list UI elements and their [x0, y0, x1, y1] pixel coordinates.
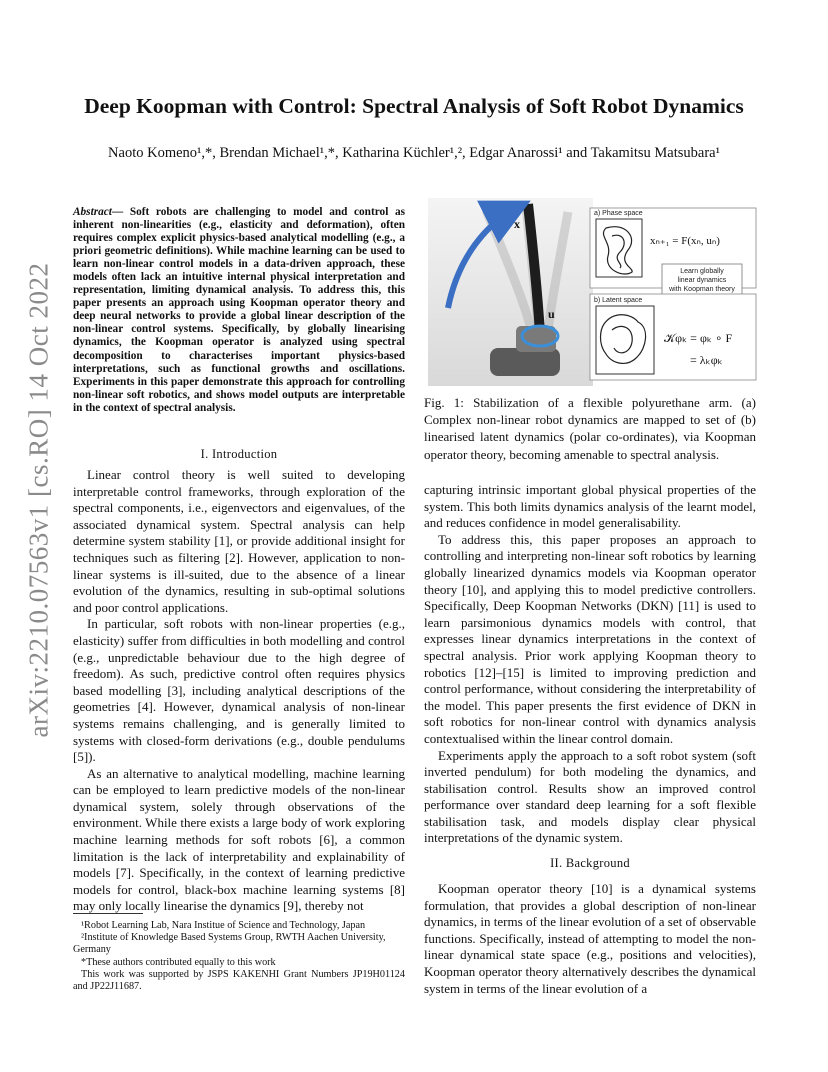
right-paragraph-3: Experiments apply the approach to a soft robot system (soft inverted pendulum) for both modeling the dynamics, and stabilisation control. Results show an improved control performance over standard deep learning for a soft flexible stabilisation task, and models display clear physical interpretations of the dynamic system. [424, 747, 756, 846]
footnote-affiliation-1: ¹Robot Learning Lab, Nara Institue of Science and Technology, Japan [81, 920, 366, 931]
background-paragraph-1: Koopman operator theory [10] is a dynamical systems formulation, that provides a global description of non-linear dynamics, in terms of the linear evolution of a set of observable functions. Specifically, instead of attempting to model the non-linear dynamical state space (e.g., positions and velocities), Koopman operator theory alternatively describes the dynamical system in terms of the linear evolution of a [424, 881, 756, 996]
right-paragraph-1: capturing intrinsic important global physical properties of the system. This both limits dynamics analysis of the learnt model, and reduces confidence in model generalisability. [424, 482, 756, 531]
latent-equation-2: = λₖφₖ [690, 353, 723, 367]
author-list: Naoto Komeno¹,*, Brendan Michael¹,*, Katharina Küchler¹,², Edgar Anarossi¹ and Takamitsu Matsubara¹ [108, 145, 720, 161]
footnotes [73, 920, 405, 993]
right-column-body [424, 482, 756, 847]
arxiv-stamp [14, 262, 64, 738]
latent-equation-1: 𝒦φₖ = φₖ ∘ F [664, 331, 733, 345]
footnote-funding: This work was supported by JSPS KAKENHI Grant Numbers JP19H01124 and JP22J11687. [73, 968, 405, 993]
abstract [73, 206, 405, 415]
arxiv-id: arXiv:2210.07563v1 [cs.RO] 14 Oct 2022 [23, 262, 54, 738]
learn-box-line-2: linear dynamics [677, 277, 727, 284]
label-latent-space: b) Latent space [594, 297, 643, 304]
learn-box-line-3: with Koopman theory [669, 286, 735, 293]
section-heading-background: II. Background [550, 856, 630, 870]
footnote-divider [73, 913, 143, 914]
abstract-lead: Abstract [73, 206, 112, 218]
abstract-dash: — [111, 206, 130, 218]
figure-1-graphic [428, 198, 758, 386]
intro-paragraph-2: In particular, soft robots with non-linear properties (e.g., elasticity) suffer from difficulties in both modelling and control (e.g., unpredictable behaviour due to the high degree of freedom). As such, predictive control often requires physics based modelling [3], including analytical descriptions of the geometries [4]. However, dynamical analysis of non-linear systems remains challenging, and is generally limited to systems with closed-form derivations (e.g., double pendulums [5]). [73, 616, 405, 765]
right-paragraph-2: To address this, this paper proposes an approach to controlling and interpreting non-linear soft robotics by learning globally linearized dynamics models via Koopman operator theory [10], and applying this to model predictive controllers. Specifically, Deep Koopman Networks (DKN) [11] is used to learn parsimonious dynamics models with control, that expresses linear dynamics interpretations in the context of spectral analysis. Prior work applying Koopman theory to robotics [12]–[15] is limited to improving prediction and control performance, without considering the interpretability of the model. This paper presents the first evidence of DKN in soft robotics for non-linear control with dynamics analysis contextualised within the linear control domain. [424, 531, 756, 746]
paper-title: Deep Koopman with Control: Spectral Analysis of Soft Robot Dynamics [84, 94, 744, 118]
learn-box-line-1: Learn globally [680, 268, 724, 275]
label-u: u [548, 307, 555, 321]
footnote-equal-contribution: *These authors contributed equally to this work [81, 956, 276, 968]
intro-paragraph-1: Linear control theory is well suited to developing interpretable control frameworks, through exploration of the spectral components, i.e., eigenvectors and eigenvalues, of the associated dynamical system. Spectral analysis can help determine system stability [1], or provide additional insight for techniques such as filtering [2]. However, application to non-linear systems is ill-suited, due to the absence of a linear evolution of the dynamics, resulting in sub-optimal solutions and poor control applications. [73, 467, 405, 615]
background-body [424, 881, 756, 997]
label-phase-space: a) Phase space [594, 210, 643, 217]
intro-body [73, 467, 405, 915]
phase-equation: xₙ₊₁ = F(xₙ, uₙ) [650, 235, 720, 247]
section-heading-introduction: I. Introduction [200, 447, 278, 461]
abstract-body: Soft robots are challenging to model and control as inherent non-linearities (e.g., elasticity and deformation), often requires complex explicit physics-based analytical modelling (e.g., a priori geometric definitions). While machine learning can be used to learn non-linear control models in a data-driven approach, these models often lack an intuitive internal physical interpretation and representation, limiting dynamical analysis. To address this, this paper presents an approach using Koopman operator theory and deep neural networks to provide a global linear description of the non-linear control systems. Specifically, by globally linearising dynamics, the Koopman operator is analyzed using spectral decomposition to characterises important physics-based interpretations, such as functional growths and oscillations. Experiments in this paper demonstrate this approach for controlling non-linear soft robotics, and shows model outputs are interpretable in the context of spectral analysis. [73, 206, 405, 414]
robot-base [490, 348, 560, 376]
label-x: x [514, 217, 520, 231]
figure-1 [428, 198, 758, 386]
phase-plot-frame [596, 219, 642, 277]
intro-paragraph-3: As an alternative to analytical modelling, machine learning can be employed to learn predictive models of the non-linear dynamical system, solely through observations of the environment. While there exists a large body of work exploring machine learning methods for soft robots [6], a common limitation is the lack of interpretability and explainability of models [7]. Specifically, in the context of learning predictive models for control, black-box machine learning systems [8] may only locally linearise the dynamics [9], thereby not [73, 765, 405, 914]
footnote-affiliation-2: ²Institute of Knowledge Based Systems Group, RWTH Aachen University, Germany [73, 932, 386, 956]
figure-1-caption: Fig. 1: Stabilization of a flexible polyurethane arm. (a) Complex non-linear robot dynamics are mapped to set of (b) linearised latent dynamics (polar co-ordinates), via Koopman operator theory, becoming amenable to spectral analysis. [424, 395, 756, 462]
